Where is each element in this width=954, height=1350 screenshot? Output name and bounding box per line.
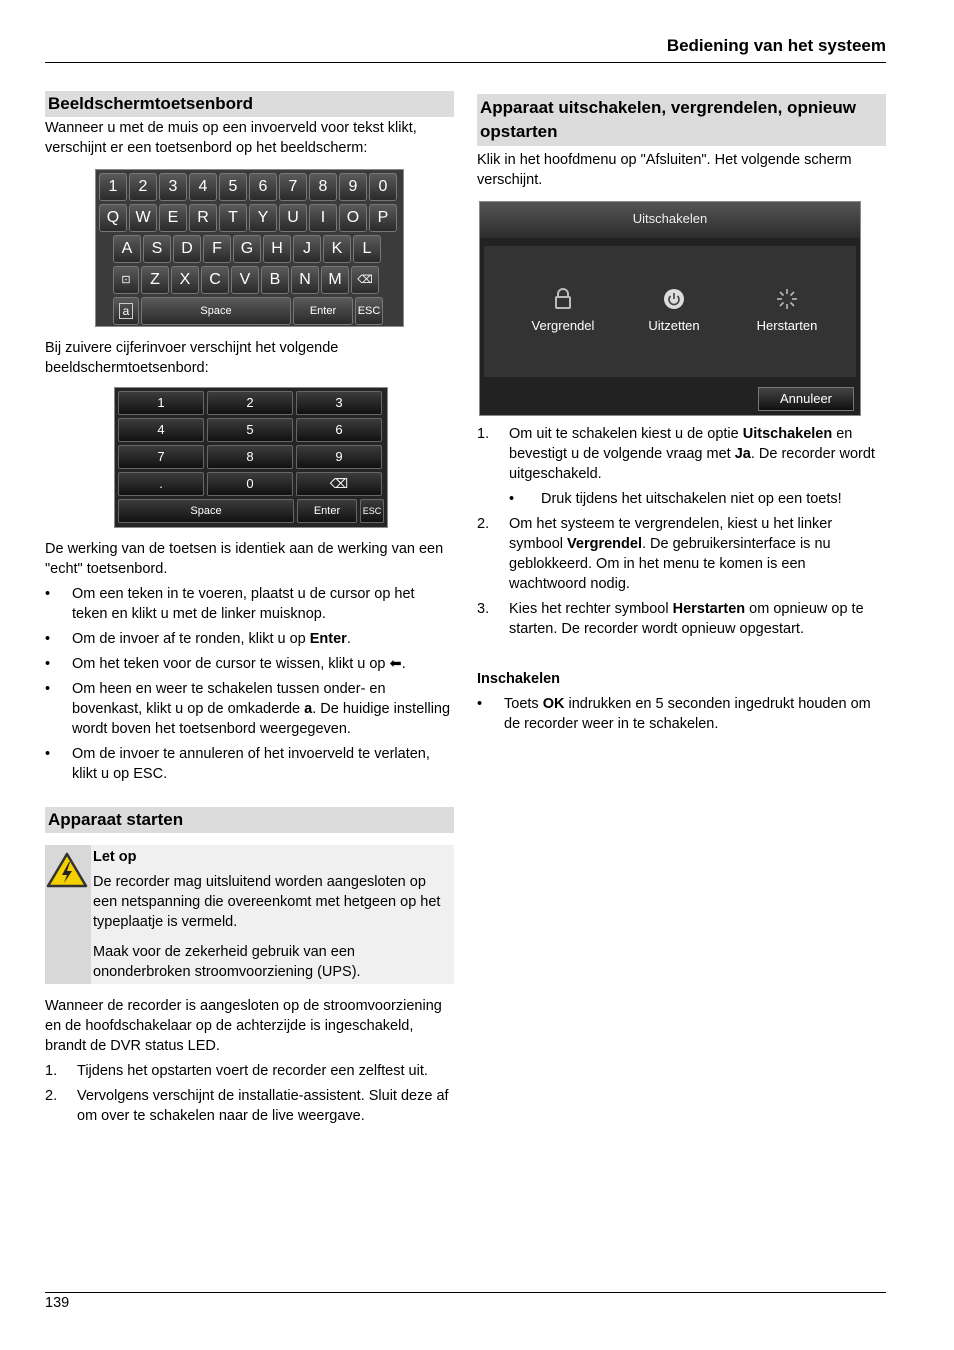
key-q[interactable]: Q — [99, 204, 127, 232]
footer-rule — [45, 1292, 886, 1293]
num-key-6[interactable]: 6 — [296, 418, 382, 442]
num-key-0[interactable]: 0 — [207, 472, 293, 496]
key-3[interactable]: 3 — [159, 173, 187, 201]
key-z[interactable]: Z — [141, 266, 169, 294]
key-2[interactable]: 2 — [129, 173, 157, 201]
header-rule — [45, 62, 886, 63]
numeric-keyboard — [114, 387, 388, 528]
key-m[interactable]: M — [321, 266, 349, 294]
dialog-body — [484, 246, 856, 377]
key-x[interactable]: X — [171, 266, 199, 294]
key-0[interactable]: 0 — [369, 173, 397, 201]
key-5[interactable]: 5 — [219, 173, 247, 201]
power-on-bullets — [477, 694, 886, 734]
numeric-intro: Bij zuivere cijferinvoer verschijnt het volgende beeldschermtoetsenbord: — [45, 340, 339, 376]
num-key-1[interactable]: 1 — [118, 391, 204, 415]
key-c[interactable]: C — [201, 266, 229, 294]
keys-description: De werking van de toetsen is identiek aan de werking van een "echt" toetsenbord. — [45, 541, 444, 577]
key-a[interactable]: A — [113, 235, 141, 263]
keyboard-intro: Wanneer u met de muis op een invoerveld voor tekst klikt, verschijnt er een toetsenbord op het beeldscherm: — [45, 120, 417, 156]
note-paragraph-2: Maak voor de zekerheid gebruik van een ononderbroken stroomvoorziening (UPS). — [93, 944, 361, 980]
list-item: 1. Om uit te schakelen kiest u de optie Uitschakelen en bevestigt u de volgende vraag met Ja. De recorder wordt uitgeschakeld. — [477, 426, 875, 482]
key-8[interactable]: 8 — [309, 173, 337, 201]
num-key-3[interactable]: 3 — [296, 391, 382, 415]
key-r[interactable]: R — [189, 204, 217, 232]
cancel-button[interactable]: Annuleer — [758, 387, 854, 411]
shutdown-dialog — [479, 201, 861, 416]
list-item: 3. Kies het rechter symbool Herstarten om opnieuw op te starten. De recorder wordt opnieuw opgestart. — [477, 601, 864, 637]
key-b[interactable]: B — [261, 266, 289, 294]
page-number: 139 — [45, 1295, 70, 1311]
power-off-option[interactable]: Uitzetten — [619, 288, 729, 333]
backspace-icon: ⬅ — [389, 656, 402, 672]
key-y[interactable]: Y — [249, 204, 277, 232]
key-i[interactable]: I — [309, 204, 337, 232]
list-item: 2. Om het systeem te vergrendelen, kiest u het linker symbool Vergrendel. De gebruikersinterface is nu geblokkeerd. Om in het menu te komen is een wachtwoord nodig. — [477, 516, 833, 592]
key-t[interactable]: T — [219, 204, 247, 232]
list-item: • Om de invoer af te ronden, klikt u op Enter. — [45, 631, 351, 647]
num-key-7[interactable]: 7 — [118, 445, 204, 469]
dialog-title: Uitschakelen — [480, 202, 860, 238]
num-key-4[interactable]: 4 — [118, 418, 204, 442]
key-u[interactable]: U — [279, 204, 307, 232]
list-item: • Om het teken voor de cursor te wissen, klikt u op ⬅. — [45, 656, 406, 672]
list-item: • Om de invoer te annuleren of het invoerveld te verlaten, klikt u op ESC. — [45, 746, 430, 782]
warning-note — [45, 845, 454, 984]
key-s[interactable]: S — [143, 235, 171, 263]
right-column — [477, 94, 886, 734]
page-header-title: Bediening van het systeem — [666, 36, 886, 55]
onscreen-keyboard — [95, 169, 404, 327]
key-v[interactable]: V — [231, 266, 259, 294]
num-esc-key[interactable]: ESC — [360, 499, 384, 523]
caps-key[interactable]: a — [113, 297, 139, 325]
key-p[interactable]: P — [369, 204, 397, 232]
num-key-9[interactable]: 9 — [296, 445, 382, 469]
key-n[interactable]: N — [291, 266, 319, 294]
enter-key[interactable]: Enter — [293, 297, 353, 325]
key-d[interactable]: D — [173, 235, 201, 263]
key-o[interactable]: O — [339, 204, 367, 232]
key-h[interactable]: H — [263, 235, 291, 263]
num-key-2[interactable]: 2 — [207, 391, 293, 415]
left-column — [45, 91, 454, 1126]
power-icon — [619, 288, 729, 318]
key-w[interactable]: W — [129, 204, 157, 232]
restart-option[interactable]: Herstarten — [732, 288, 842, 333]
num-space-key[interactable]: Space — [118, 499, 294, 523]
key-g[interactable]: G — [233, 235, 261, 263]
key-k[interactable]: K — [323, 235, 351, 263]
shutdown-intro: Klik in het hoofdmenu op "Afsluiten". Het volgende scherm verschijnt. — [477, 152, 852, 188]
note-paragraph-1: De recorder mag uitsluitend worden aangesloten op een netspanning die overeenkomt met hetgeen op het typeplaatje is vermeld. — [93, 874, 441, 930]
key-l[interactable]: L — [353, 235, 381, 263]
warning-high-voltage-icon — [45, 845, 91, 984]
list-item: 1. Tijdens het opstarten voert de recorder een zelftest uit. — [45, 1063, 428, 1079]
key-4[interactable]: 4 — [189, 173, 217, 201]
start-steps — [45, 1061, 454, 1126]
backspace-key-icon[interactable]: ⌫ — [351, 266, 379, 294]
list-item: • Om heen en weer te schakelen tussen onder- en bovenkast, klikt u op de omkaderde a. De huidige instelling wordt boven het toetsenbord weergegeven. — [45, 681, 451, 737]
section-title-shutdown: Apparaat uitschakelen, vergrendelen, opnieuw opstarten — [477, 94, 886, 146]
num-key-8[interactable]: 8 — [207, 445, 293, 469]
key-7[interactable]: 7 — [279, 173, 307, 201]
list-item: 2. Vervolgens verschijnt de installatie-assistent. Sluit deze af om over te schakelen naar de live weergave. — [45, 1088, 449, 1124]
shutdown-steps — [477, 424, 886, 639]
restart-spinner-icon — [732, 288, 842, 318]
key-9[interactable]: 9 — [339, 173, 367, 201]
section-title-start: Apparaat starten — [45, 807, 454, 833]
key-j[interactable]: J — [293, 235, 321, 263]
shift-key-icon[interactable]: ⊡ — [113, 266, 139, 294]
note-title: Let op — [93, 849, 137, 865]
num-key-5[interactable]: 5 — [207, 418, 293, 442]
key-f[interactable]: F — [203, 235, 231, 263]
keyboard-bullets — [45, 584, 454, 784]
key-e[interactable]: E — [159, 204, 187, 232]
list-item: • Om een teken in te voeren, plaatst u de cursor op het teken en klikt u met de linker muisknop. — [45, 586, 415, 622]
key-1[interactable]: 1 — [99, 173, 127, 201]
list-item: • Toets OK indrukken en 5 seconden ingedrukt houden om de recorder weer in te schakelen. — [477, 696, 871, 732]
space-key[interactable]: Space — [141, 297, 291, 325]
esc-key[interactable]: ESC — [355, 297, 383, 325]
list-item: • Druk tijdens het uitschakelen niet op een toets! — [509, 491, 842, 507]
start-description: Wanneer de recorder is aangesloten op de stroomvoorziening en de hoofdschakelaar op de achterzijde is ingeschakeld, brandt de DVR status LED. — [45, 998, 442, 1054]
key-6[interactable]: 6 — [249, 173, 277, 201]
num-enter-key[interactable]: Enter — [297, 499, 357, 523]
power-on-title: Inschakelen — [477, 671, 561, 687]
num-backspace-key-icon[interactable]: ⌫ — [296, 472, 382, 496]
lock-icon — [508, 288, 618, 318]
num-key-dot[interactable]: . — [118, 472, 204, 496]
lock-option[interactable]: Vergrendel — [508, 288, 618, 333]
section-title-keyboard: Beeldschermtoetsenbord — [45, 91, 454, 117]
